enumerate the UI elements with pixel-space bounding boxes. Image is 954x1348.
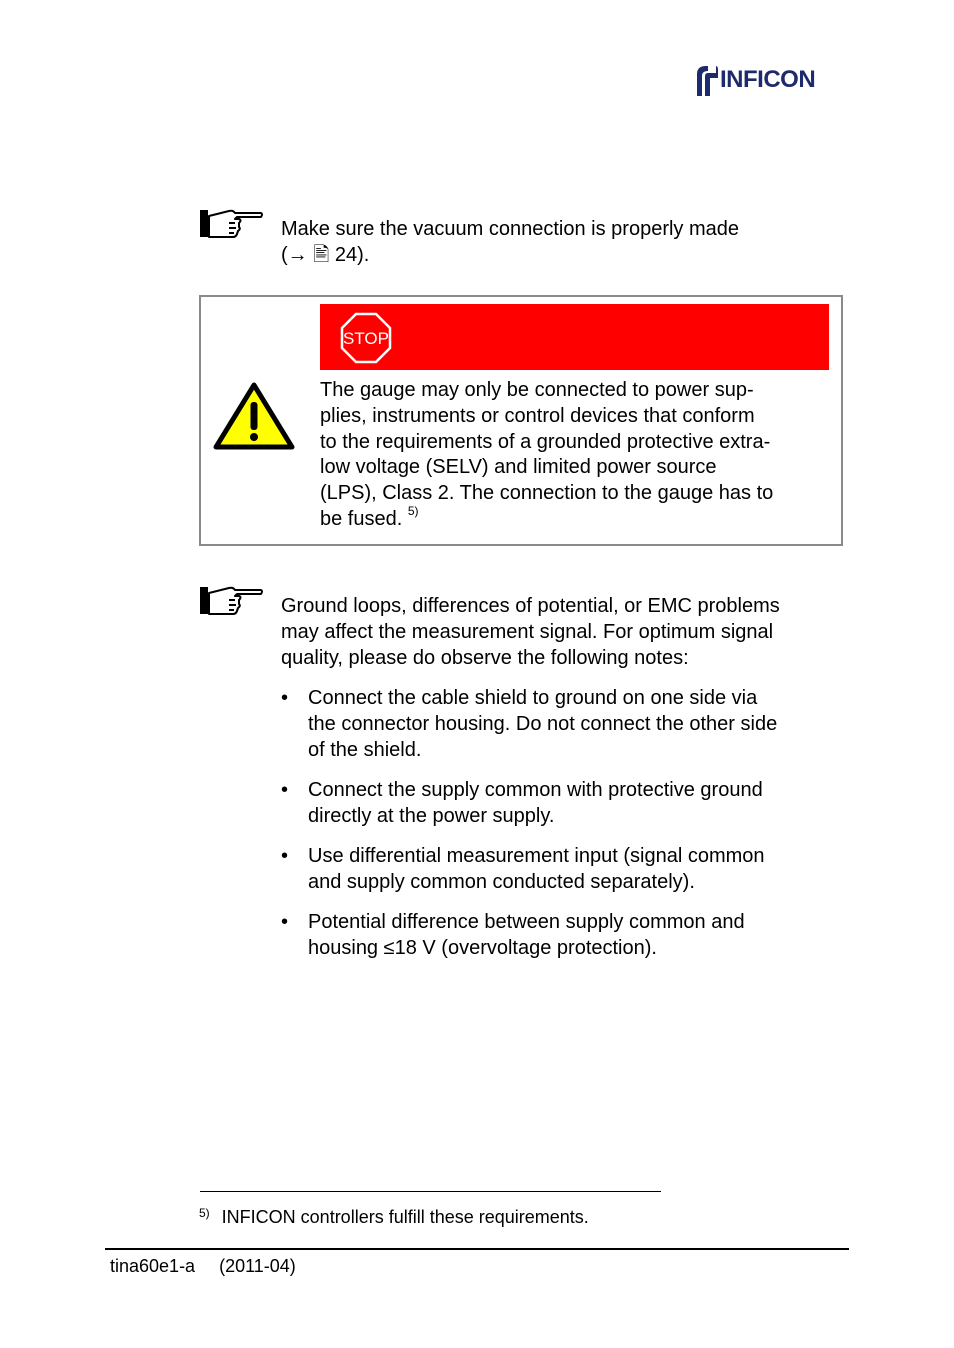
list-item: • Potential difference between supply common and housing ≤18 V (overvoltage protection). bbox=[281, 910, 851, 962]
doc-date: (2011-04) bbox=[219, 1256, 296, 1276]
list-item: • Connect the cable shield to ground on one side via the connector housing. Do not connect the other side of the shield. bbox=[281, 686, 851, 763]
warning-text: The gauge may only be connected to power sup- plies, instruments or control devices that conform to the requirements of a grounded protective extra- low voltage (SELV) and limited power source (LPS), Class 2. The connection to the gauge has to be fused. $^{5)}$ bbox=[320, 379, 774, 530]
footer-divider bbox=[105, 1248, 849, 1250]
list-item: • Use differential measurement input (signal common and supply common conducted separately). bbox=[281, 844, 851, 896]
footnote-divider bbox=[200, 1191, 661, 1192]
inficon-logo bbox=[694, 62, 846, 98]
footnote-mark: 5) bbox=[199, 1206, 210, 1220]
footnote bbox=[199, 1207, 589, 1228]
stop-banner bbox=[320, 304, 829, 370]
warning-triangle-icon bbox=[213, 382, 295, 450]
stop-sign-icon bbox=[340, 312, 392, 364]
note-connection-text: Make sure the vacuum connection is properly made (→ 🖹 24). bbox=[281, 218, 740, 266]
page-footer bbox=[110, 1256, 320, 1277]
inficon-logo-mark-icon bbox=[694, 62, 720, 98]
doc-id: tina60e1-a bbox=[110, 1256, 196, 1276]
note-emc-text: Ground loops, differences of potential, or EMC problems may affect the measurement signal. For optimum signal quality, please do observe the following notes: bbox=[281, 595, 780, 669]
footnote-text: INFICON controllers fulfill these requirements. bbox=[221, 1207, 589, 1227]
footnote-ref[interactable]: 5) bbox=[407, 504, 419, 519]
pointing-hand-icon bbox=[199, 207, 265, 241]
emc-notes-list bbox=[281, 686, 851, 977]
logo-text: INFICON bbox=[720, 66, 816, 93]
list-item: • Connect the supply common with protective ground directly at the power supply. bbox=[281, 778, 851, 830]
pointing-hand-icon bbox=[199, 584, 265, 618]
svg-text:STOP: STOP bbox=[343, 329, 389, 348]
